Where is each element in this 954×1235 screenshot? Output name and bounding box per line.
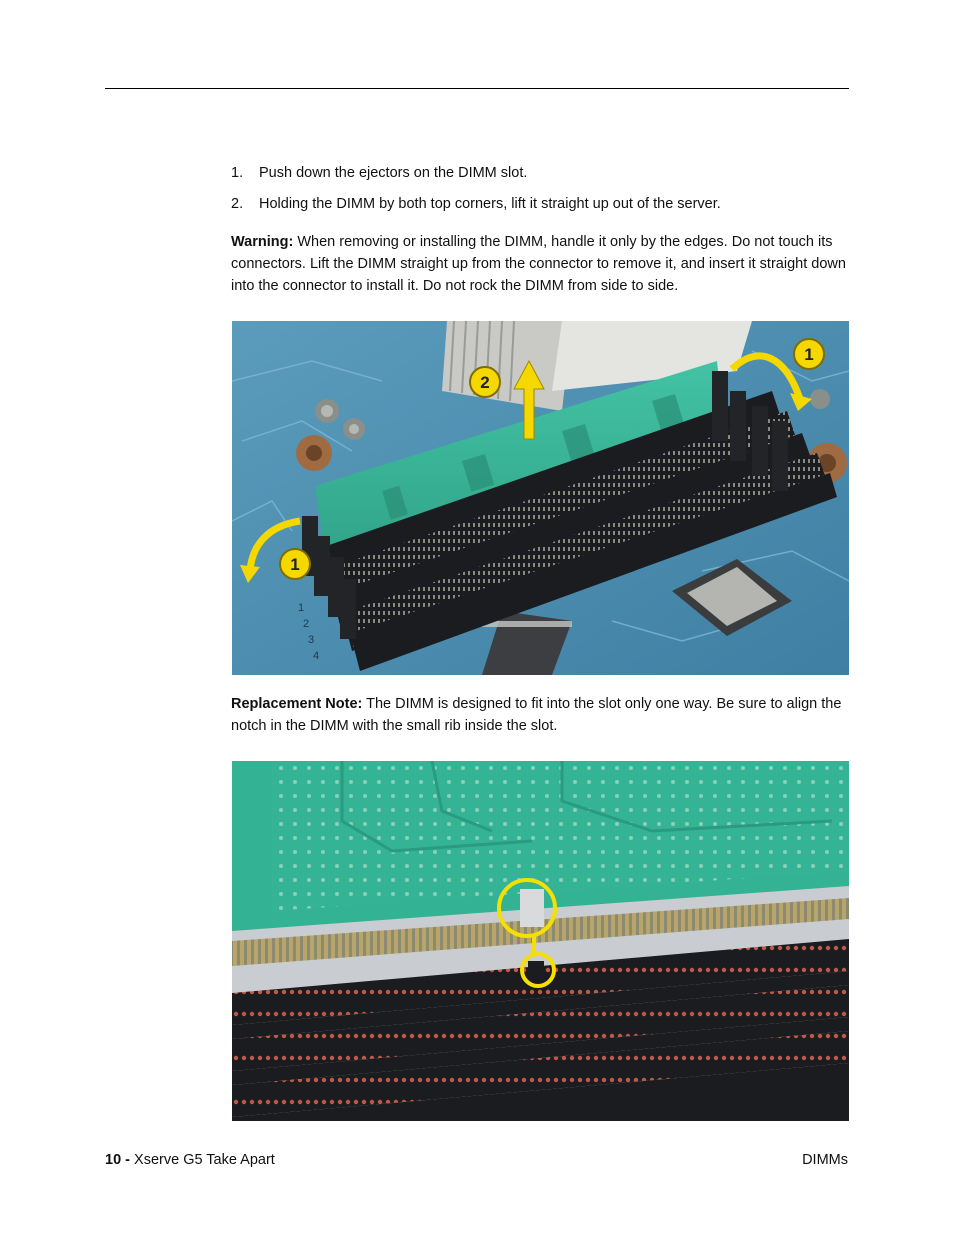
slot-number: 4 [313,650,320,662]
warning-label: Warning: [231,234,294,250]
document-title: Xserve G5 Take Apart [134,1152,275,1168]
callout-marker [280,549,310,579]
slot-number: 1 [298,602,305,614]
dimm-removal-photo [232,321,849,675]
step-item [231,163,851,183]
footer-section: DIMMs [802,1152,848,1168]
page-number: 10 - [105,1152,130,1168]
replacement-note-text: The DIMM is designed to fit into the slot only one way. Be sure to align the notch in the DIMM with the small rib inside the slot. [231,696,842,734]
slot-number: 2 [303,618,310,630]
step-item [231,194,851,214]
step-number: 2. [231,196,244,212]
warning-text: When removing or installing the DIMM, handle it only by the edges. Do not touch its connectors. Lift the DIMM straight up from the connector to remove it, and insert it straight down into the connector to install it. Do not rock the DIMM from side to side. [231,234,846,294]
slot-number: 3 [308,634,315,646]
step-text: Holding the DIMM by both top corners, lift it straight up out of the server. [259,196,721,212]
callout-number: 1 [290,555,300,574]
callout-number: 1 [804,345,814,364]
step-number: 1. [231,165,244,181]
header-rule [105,88,849,89]
callout-marker [794,339,824,369]
dimm-notch-photo [232,761,849,1121]
replacement-note-label: Replacement Note: [231,696,363,712]
footer-left [105,1150,275,1170]
step-text: Push down the ejectors on the DIMM slot. [259,165,528,181]
warning-paragraph [231,231,851,297]
replacement-note-paragraph [231,693,851,737]
step-list [231,163,851,225]
callout-number: 2 [480,373,490,392]
callout-marker [470,367,500,397]
